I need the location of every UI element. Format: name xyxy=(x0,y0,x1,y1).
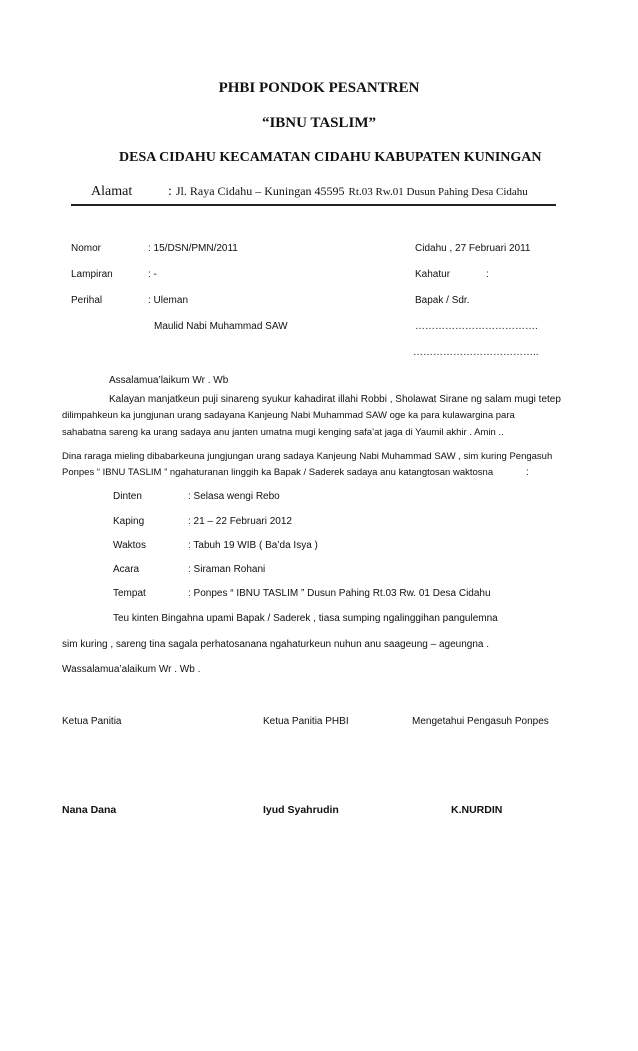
letterhead-title: PHBI PONDOK PESANTREN xyxy=(218,80,420,96)
schedule-value-waktos: : Tabuh 19 WIB ( Ba’da Isya ) xyxy=(188,540,318,551)
letterhead-divider xyxy=(71,204,556,206)
kahatur-colon: : xyxy=(486,269,489,280)
letterhead-name: “IBNU TASLIM” xyxy=(261,115,377,131)
letterhead-address xyxy=(91,182,528,200)
paragraph-1-line-1: Kalayan manjatkeun puji sinareng syukur kahadirat illahi Robbi , Sholawat Sirane ng salam mugi tetep xyxy=(109,394,561,405)
greeting: Assalamua’laikum Wr . Wb xyxy=(109,375,229,386)
lampiran-label: Lampiran xyxy=(71,269,113,280)
place-date: Cidahu , 27 Februari 2011 xyxy=(415,243,531,254)
schedule-value-dinten: : Selasa wengi Rebo xyxy=(188,491,280,502)
recipient-dots-2: ……………………………….. xyxy=(413,347,539,358)
paragraph-2-colon: : xyxy=(526,467,529,478)
address-label: Alamat xyxy=(91,184,133,199)
schedule-label-acara: Acara xyxy=(113,564,140,575)
signature-title-2: Ketua Panitia PHBI xyxy=(263,716,349,727)
recipient-title: Bapak / Sdr. xyxy=(415,295,470,306)
perihal-value: : Uleman xyxy=(148,295,189,306)
schedule-value-tempat: : Ponpes “ IBNU TASLIM ” Dusun Pahing Rt.03 Rw. 01 Desa Cidahu xyxy=(188,588,491,599)
signature-name-3: K.NURDIN xyxy=(451,804,503,816)
signature-name-2: Iyud Syahrudin xyxy=(263,804,339,816)
schedule-value-acara: : Siraman Rohani xyxy=(188,564,266,575)
perihal-label: Perihal xyxy=(71,295,103,306)
address-main: Jl. Raya Cidahu – Kuningan 45595 xyxy=(175,184,345,198)
address-sep: : xyxy=(168,184,172,199)
nomor-label: Nomor xyxy=(71,243,102,254)
farewell: Wassalamua’alaikum Wr . Wb . xyxy=(62,664,201,675)
schedule-label-waktos: Waktos xyxy=(113,540,146,551)
nomor-value: : 15/DSN/PMN/2011 xyxy=(148,243,238,254)
schedule-label-dinten: Dinten xyxy=(113,491,142,502)
signature-title-1: Ketua Panitia xyxy=(62,716,122,727)
closing-line-2: sim kuring , sareng tina sagala perhatosanana ngahaturkeun nuhun anu saageung – ageungna . xyxy=(62,639,489,650)
schedule-value-kaping: : 21 – 22 Februari 2012 xyxy=(188,516,292,527)
paragraph-1-line-2: dilimpahkeun ka jungjunan urang sadayana Kanjeung Nabi Muhammad SAW oge ka para kulawargina para xyxy=(62,410,515,421)
schedule-label-tempat: Tempat xyxy=(113,588,146,599)
kahatur-label: Kahatur xyxy=(415,269,451,280)
perihal-subject: Maulid Nabi Muhammad SAW xyxy=(154,321,288,332)
paragraph-2-line-2: Ponpes “ IBNU TASLIM ” ngahaturanan linggih ka Bapak / Saderek sadaya anu katangtosan waktosna xyxy=(62,467,494,478)
address-detail: Rt.03 Rw.01 Dusun Pahing Desa Cidahu xyxy=(348,186,528,198)
signature-title-3: Mengetahui Pengasuh Ponpes xyxy=(412,716,549,727)
paragraph-1-line-3: sahabatna sareng ka urang sadaya anu janten umatna mugi kenging safa’at jaga di Yaumil akhir . Amin .. xyxy=(62,427,504,438)
paragraph-2-line-1: Dina raraga mieling dibabarkeuna jungjungan urang sadaya Kanjeung Nabi Muhammad SAW , sim kuring Pengasuh xyxy=(62,451,553,462)
closing-line-1: Teu kinten Bingahna upami Bapak / Saderek , tiasa sumping ngalinggihan pangulemna xyxy=(113,613,498,624)
schedule-label-kaping: Kaping xyxy=(113,516,145,527)
letterhead-region: DESA CIDAHU KECAMATAN CIDAHU KABUPATEN KUNINGAN xyxy=(119,150,542,165)
recipient-dots-1: ………………………………. xyxy=(415,321,538,332)
lampiran-value: : - xyxy=(148,269,157,280)
signature-name-1: Nana Dana xyxy=(62,804,117,816)
